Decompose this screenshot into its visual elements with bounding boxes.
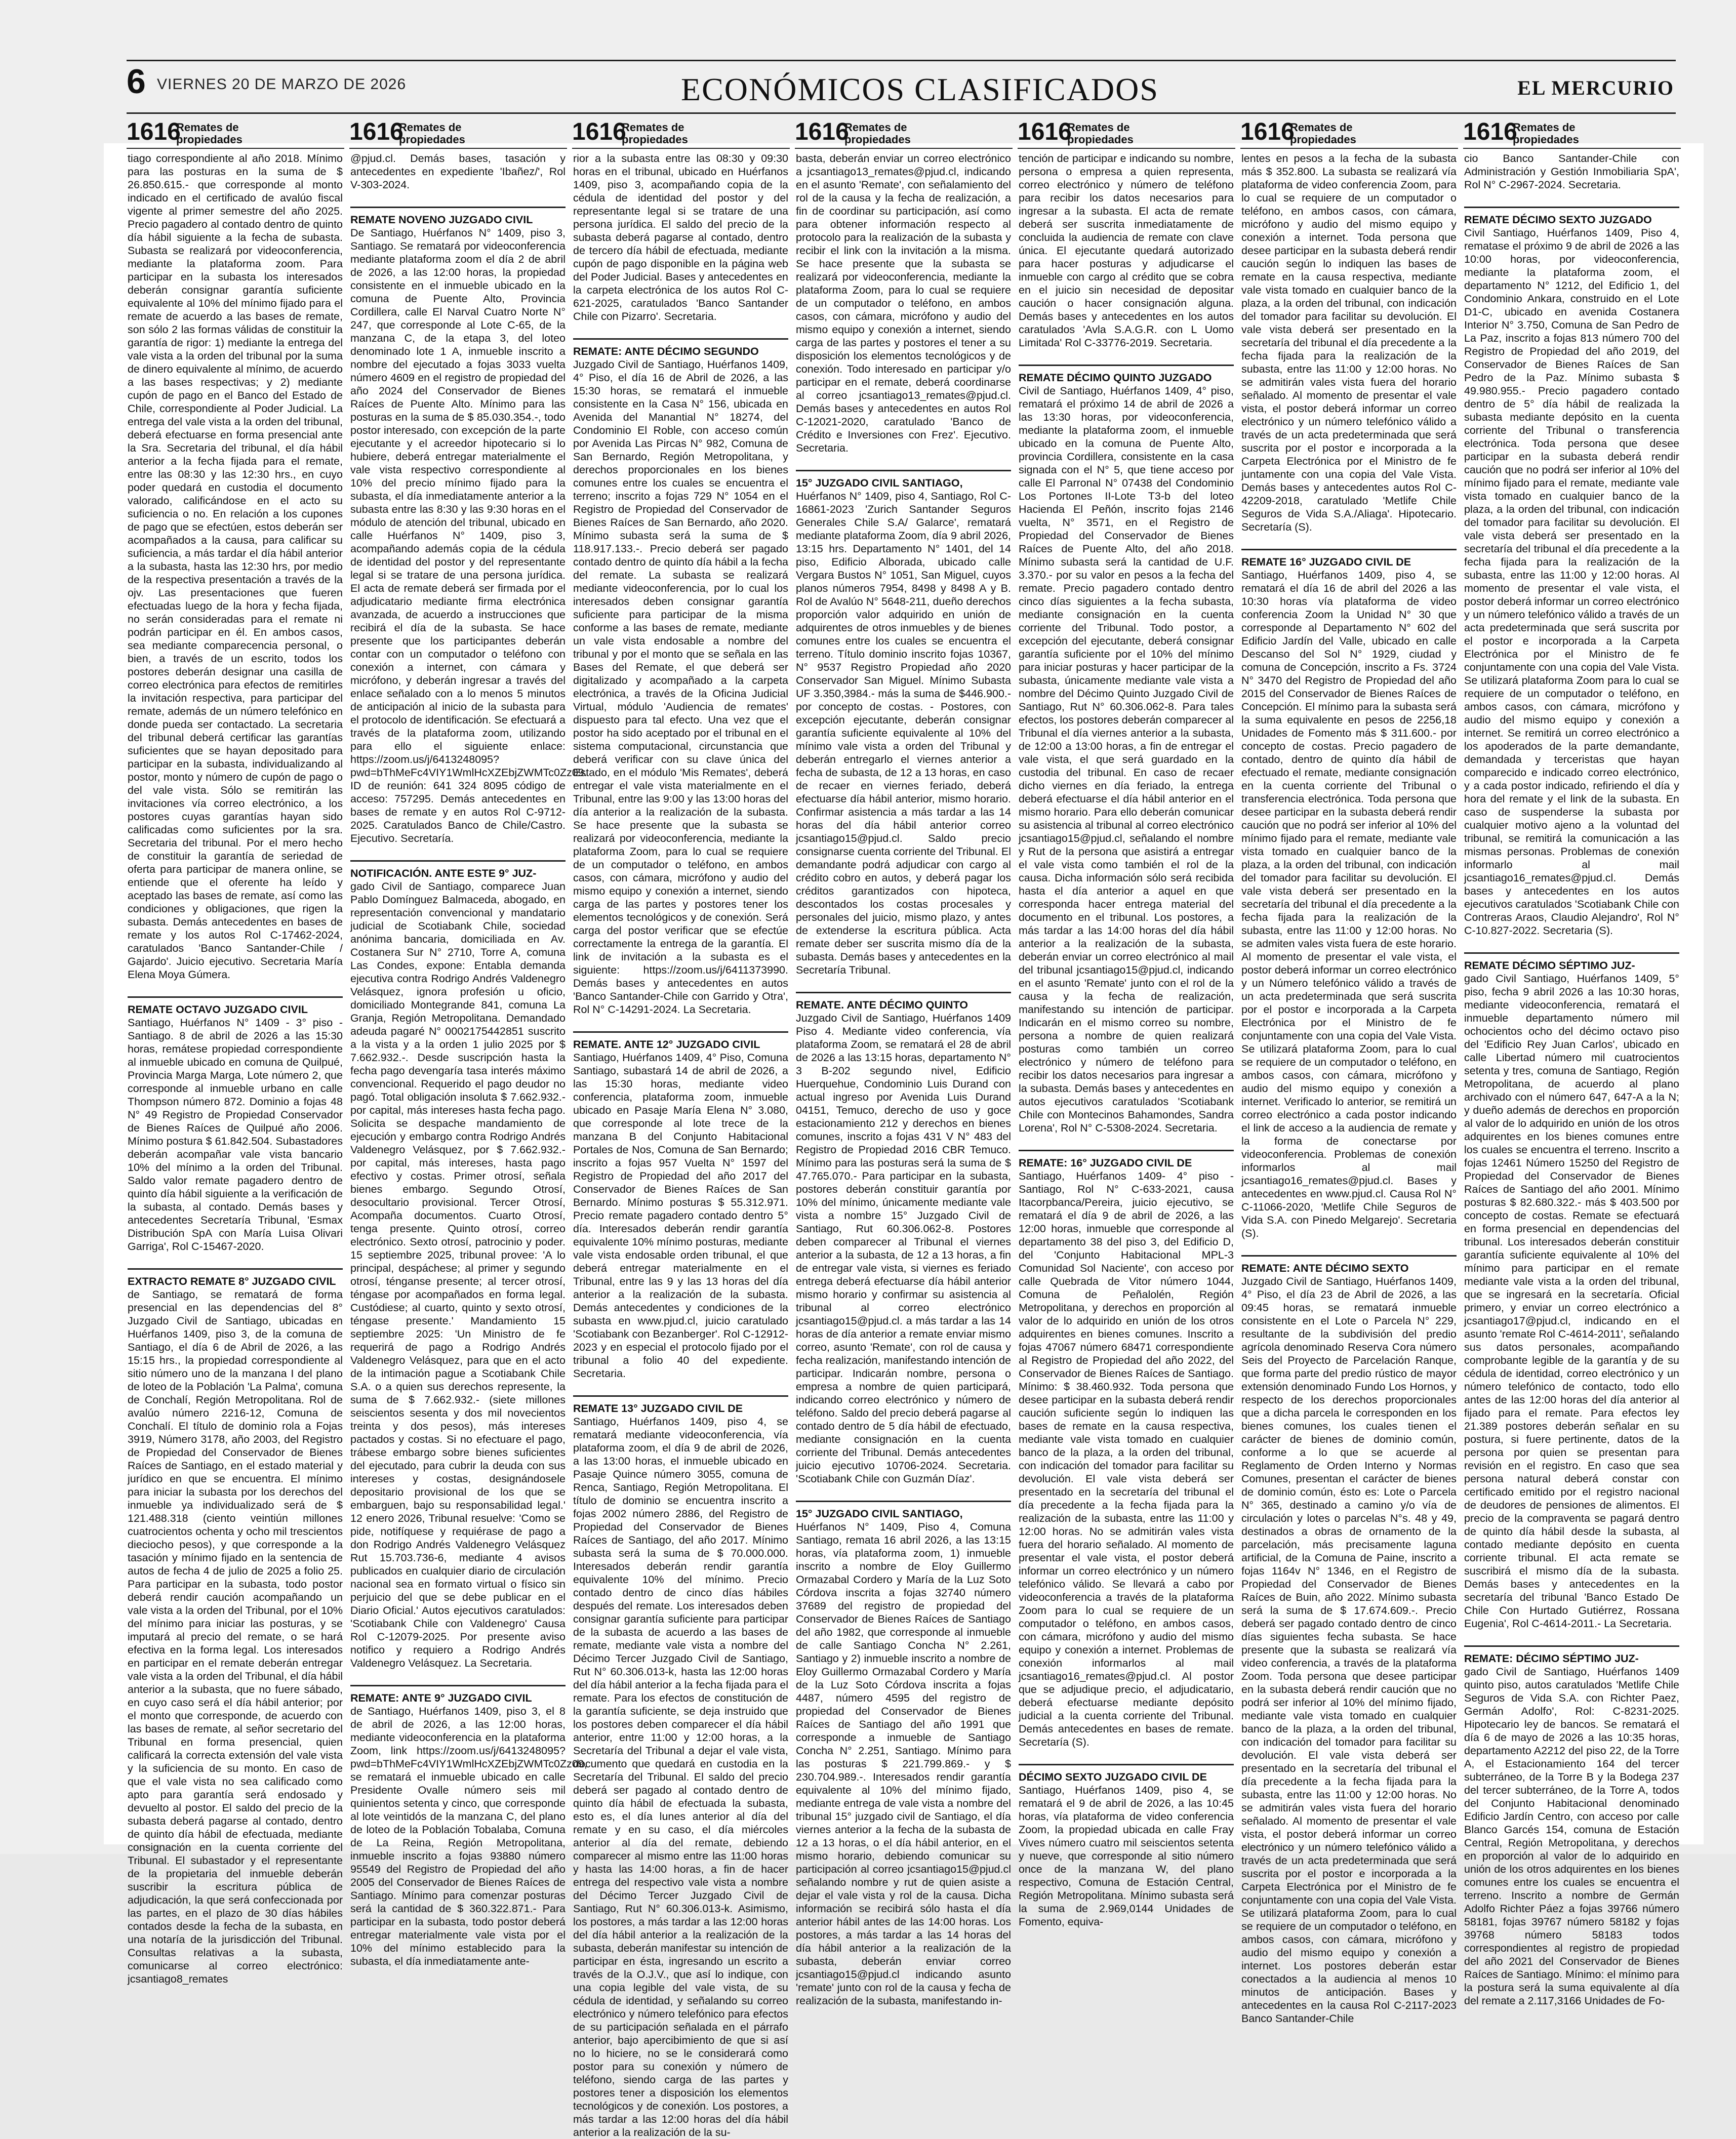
- notice-body: De Santiago, Huérfanos N° 1409, piso 3, Santiago. Se rematará por videoconferencia mediante plataforma zoom el día 2 de abril de 2026, a las 12:00 horas, la propiedad consistente en el inmueble ubicado en la comuna de Puente Alto, Provincia Cordillera, calle El Narval Cuatro Norte N° 247, que corresponde al Lote C-65, de la manzana C, de la etapa 3, del loteo denominado lote 1 A, inmueble inscrito a nombre del ejecutado a fojas 3033 vuelta número 4609 en el registro de propiedad del año 2024 del Conservador de Bienes Raíces de Puente Alto. Mínimo para las posturas en la suma de $ 85.030.354.-, todo postor interesado, con excepción de la parte ejecutante y el acreedor hipotecario si lo hubiere, deberá entregar materialmente el vale vista respectivo correspondiente al 10% del precio mínimo fijado para la subasta, el día inmediatamente anterior a la subasta entre las 8:30 y las 9:30 horas en el módulo de atención del tribunal, ubicado en calle Huérfanos N° 1409, piso 3, acompañando además copia de la cédula de identidad del postor y del representante legal si se tratare de una persona jurídica. El acta de remate deberá ser firmada por el adjudicatario mediante firma electrónica avanzada, de acuerdo a instrucciones que recibirá el día de la subasta. Se hace presente que los participantes deberán contar con un computador o teléfono con conexión a internet, con cámara y micrófono, y deberán ingresar a través del enlace señalado con a lo menos 5 minutos de anticipación al inicio de la subasta para el protocolo de identificación. Se efectuará a través de la plataforma zoom, utilizando para ello el siguiente enlace: https://zoom.us/j/6413248095?pwd=bThMeFc4VIY1WmlHcXZEbjZWMTc0Zz09. ID de reunión: 641 324 8095 código de acceso: 757295. Demás antecedentes en bases de remate y en autos Rol C-9712-2025. Caratulados Banco de Chile/Castro. Ejecutivo. Secretaría.: [350, 227, 587, 844]
- classified-notice: [1019, 1764, 1234, 1928]
- notice-body: Juzgado Civil de Santiago, Huérfanos 1409, 4° Piso, el día 16 de Abril de 2026, a las 15:30 horas, se rematará el inmueble consistente en la Casa N° 156, ubicada en Avenida del Manantial N° 18274, del Condominio El Roble, con acceso común por Avenida Las Pircas N° 982, Comuna de San Bernardo, Región Metropolitana, y derechos proporcionales en los bienes comunes entre los cuales se encuentra el terreno; inscrito a fojas 729 N° 1054 en el Registro de Propiedad del Conservador de Bienes Raíces de San Bernardo, año 2020. Mínimo subasta será la suma de $ 118.917.133.-. Precio deberá ser pagado contado dentro de quinto día hábil a la fecha del remate. La subasta se realizará mediante videoconferencia, por lo cual los interesados deben consignar garantía suficiente para participar de la misma conforme a las bases de remate, mediante un vale vista endosable a nombre del tribunal y por el monto que se señala en las Bases del Remate, el que deberá ser digitalizado y acompañado a la carpeta electrónica, a través de la Oficina Judicial Virtual, módulo 'Audiencia de remates' dispuesto para tal efecto. Una vez que el postor ha sido aceptado por el tribunal en el sistema computacional, circunstancia que deberá verificar con su clave única del Estado, en el módulo 'Mis Remates', deberá entregar el vale vista materialmente en el Tribunal, entre las 9:00 y las 13:00 horas del día anterior a la realización de la subasta. Se hace presente que la subasta se realizará por videoconferencia, mediante la plataforma Zoom, para lo cual se requiere de un computador o teléfono, en ambos casos, con cámara, micrófono y audio del mismo equipo y conexión a internet, siendo carga de las partes y postores tener los elementos tecnológicos y de conexión. Será carga del postor verificar que se efectúe correctamente la entrega de la garantía. El link de invitación a la subasta es el siguiente: https://zoom.us/j/6411373990. Demás bases y antecedentes en autos 'Banco Santander-Chile con Garrido y Otra', Rol N° C-14291-2024. La Secretaria.: [573, 358, 788, 1016]
- section-code: 1616: [1463, 118, 1517, 145]
- text-column: [350, 152, 587, 1967]
- section-label: Remates de propiedades: [399, 121, 465, 146]
- notice-body: tención de participar e indicando su nombre, persona o empresa a quien representa, correo electrónico y número de teléfono para recibir los datos necesarios para ingresar a la subasta. El acta de remate deberá ser suscrita inmediatamente de concluida la audiencia de remate con clave única. El ejecutante quedará autorizado para hacer posturas y adjudicarse el inmueble con cargo al crédito que se cobra en el juicio sin necesidad de depositar caución o hacer consignación alguna. Demás bases y antecedentes en los autos caratulados 'Avla S.A.G.R. con L Uomo Limitada' Rol C-33776-2019. Secretaria.: [1019, 152, 1234, 349]
- notice-heading: 15° JUZGADO CIVIL SANTIAGO,: [796, 1501, 1011, 1520]
- section-label: Remates de propiedades: [1290, 121, 1356, 146]
- notice-heading: REMATE 13° JUZGADO CIVIL DE: [573, 1395, 788, 1415]
- classified-notice: [1464, 207, 1679, 937]
- classified-notice: [1241, 152, 1457, 534]
- section-code: 1616: [795, 118, 849, 145]
- notice-body: cio Banco Santander-Chile con Administración y Gestión Inmobiliaria SpA', Rol N° C-2967-2024. Secretaria.: [1464, 152, 1679, 191]
- column-header: [127, 117, 344, 149]
- notice-heading: DÉCIMO SEXTO JUZGADO CIVIL DE: [1019, 1764, 1234, 1784]
- notice-body: Huérfanos N° 1409, piso 4, Santiago, Rol C-16861-2023 'Zurich Santander Seguros Generales Chile S.A/ Galarce', rematará mediante plataforma Zoom, día 9 abril 2026, 13:15 hrs. Departamento N° 1401, del 14 piso, Edificio Alborada, ubicado calle Vergara Bustos N° 1051, San Miguel, cuyos planos números 7954, 8498 y 8498 A y B. Rol de Avalúo N° 5648-211, dueño derechos proporción valor adquirido en unión de adquirentes de otros inmuebles y de bienes comunes entre los cuales se encuentra el terreno. Título dominio inscrito fojas 10367, N° 9537 Registro Propiedad año 2020 Conservador San Miguel. Mínimo Subasta UF 3.350,3984.- más la suma de $446.900.- por concepto de costas. - Postores, con excepción ejecutante, deberán consignar garantía suficiente equivalente al 10% del mínimo vale vista a orden del Tribunal y deberán entregarlo el viernes anterior a fecha de subasta, de 12 a 13 horas, en caso de recaer en viernes feriado, deberá efectuarse día hábil anterior, mismo horario. Confirmar asistencia a más tardar a las 14 horas del día hábil anterior correo jcsantiago15@pjud.cl. Saldo precio consignarse cuenta corriente del Tribunal. El demandante podrá adjudicar con cargo al crédito cobro en autos, y deberá pagar los créditos garantizados con hipoteca, descontados los costas procesales y personales del juicio, mismo plazo, y antes de extenderse la escritura pública. Acta remate deber ser suscrita mismo día de la subasta. Demás bases y antecedentes en la Secretaría Tribunal.: [796, 490, 1011, 976]
- notice-body: Santiago, Huérfanos 1409, piso 4, se rematará mediante videoconferencia, vía plataforma zoom, el día 9 de abril de 2026, a las 13:00 horas, el inmueble ubicado en Pasaje Quince número 3055, comuna de Renca, Santiago, Región Metropolitana. El título de dominio se encuentra inscrito a fojas 2002 número 2886, del Registro de Propiedad del Conservador de Bienes Raíces de Santiago, del año 2017. Mínimo subasta será la suma de $ 70.000.000. Interesados deberán rendir garantía equivalente 10% del mínimo. Precio contado dentro de cinco días hábiles después del remate. Los interesados deben consignar garantía suficiente para participar de la subasta de acuerdo a las bases de remate, mediante vale vista a nombre del Décimo Tercer Juzgado Civil de Santiago, Rut N° 60.306.013-k, hasta las 12:00 horas del día hábil anterior a la fecha fijada para el remate. Para los efectos de constitución de la garantía suficiente, se deja instruido que los postores deben comparecer el día hábil anterior, entre 11:00 y 12:00 horas, a la Secretaría del Tribunal a dejar el vale vista, documento que quedará en custodia en la Secretaría del Tribunal. El saldo del precio deberá ser pagado al contado dentro de quinto día hábil de efectuada la subasta, esto es, el día lunes anterior al día del remate y en su caso, el día miércoles anterior al día del remate, debiendo comparecer al mismo entre las 11:00 horas y hasta las 14:00 horas, a fin de hacer entrega del respectivo vale vista a nombre del Décimo Tercer Juzgado Civil de Santiago, Rut N° 60.306.013-k. Asimismo, los postores, a más tardar a las 12:00 horas del día hábil anterior a la realización de la subasta, deberán manifestar su intención de participar en ésta, ingresando un escrito a través de la O.J.V., que así lo indique, con una copia legible del vale vista, de su cédula de identidad, y señalando su correo electrónico y número telefónico para efectos de su participación señalada en el párrafo anterior, bajo apercibimiento de que si así no lo hiciere, no se le considerará como postor para su conexión y número de teléfono, siendo carga de las partes y postores tener a disposición los elementos tecnológicos y de conexión. Los postores, a más tardar a las 12:00 horas del día hábil anterior a la realización de la su-: [573, 1416, 788, 2138]
- section-code: 1616: [349, 118, 403, 145]
- classified-notice: [573, 1395, 788, 2139]
- classified-notice: [1464, 952, 1679, 1630]
- notice-heading: REMATE: 16° JUZGADO CIVIL DE: [1019, 1150, 1234, 1169]
- notice-body: de Santiago, Huérfanos 1409, piso 3, el 8 de abril de 2026, a las 12:00 horas, mediante videoconferencia en la plataforma Zoom, link https://zoom.us/j/6413248095?pwd=bThMeFc4VIY1WmlHcXZEbjZWMTc0Zz09, se rematará el inmueble ubicado en calle Presidente Ovalle número seis mil quinientos setenta y cinco, que corresponde al lote veintidós de la manzana C, del plano de loteo de la Población Tobalaba, Comuna de La Reina, Región Metropolitana, inmueble inscrito a fojas 93880 número 95549 del Registro de Propiedad del año 2005 del Conservador de Bienes Raíces de Santiago. Mínimo para comenzar posturas será la cantidad de $ 360.322.871.- Para participar en la subasta, todo postor deberá entregar materialmente vale vista por el 10% del mínimo establecido para la subasta, el día inmediatamente ante-: [350, 1705, 587, 1967]
- classified-notice: [1019, 365, 1234, 1135]
- notice-heading: EXTRACTO REMATE 8° JUZGADO CIVIL: [128, 1268, 343, 1288]
- notice-heading: REMATE. ANTE 12° JUZGADO CIVIL: [573, 1031, 788, 1051]
- section-code: 1616: [127, 118, 181, 145]
- classified-notice: [796, 992, 1011, 1485]
- notice-body: Huérfanos N° 1409, Piso 4, Comuna Santiago, remata 16 abril 2026, a las 13:15 horas, vía plataforma zoom, 1) inmueble inscrito a nombre de Eloy Guillermo Ormazabal Cordero y María de la Luz Soto Córdova inscrita a fojas 32740 número 37689 del registro de propiedad del Conservador de Bienes Raíces de Santiago del año 1982, que corresponde al inmueble de calle Santiago Concha N° 2.261, Santiago y 2) inmueble inscrito a nombre de Eloy Guillermo Ormazabal Cordero y María de la Luz Soto Córdova inscrita a fojas 4487, número 4595 del registro de propiedad del Conservador de Bienes Raíces de Santiago del año 1991 que corresponde a inmueble de Santiago Concha N° 2.251, Santiago. Mínimo para las posturas $ 221.799.869.- y $ 230.704.989.-. Interesados rendir garantía equivalente al 10% del mínimo fijado, mediante entrega de vale vista a nombre del tribunal 15° juzgado civil de Santiago, el día viernes anterior a la fecha de la subasta de 12 a 13 horas, o el día hábil anterior, en el mismo horario, debiendo comunicar su participación al correo jcsantiago15@pjud.cl señalando nombre y rut de quien asiste a dejar el vale vista y rol de la causa. Dicha información se recibirá sólo hasta el día anterior hábil antes de las 14:00 horas. Los postores, a más tardar a las 14 horas del día hábil anterior a la realización de la subasta, deberán enviar correo jcsantiago15@pjud.cl indicando asunto 'remate' junto con rol de la causa y fecha de realización de la subasta, manifestando in-: [796, 1521, 1011, 2007]
- section-code: 1616: [1240, 118, 1295, 145]
- classified-notice: [350, 152, 566, 191]
- notice-heading: REMATE 16° JUZGADO CIVIL DE: [1241, 549, 1457, 569]
- notice-heading: REMATE OCTAVO JUZGADO CIVIL: [128, 996, 343, 1016]
- notice-heading: NOTIFICACIÓN. ANTE ESTE 9° JUZ-: [350, 860, 566, 880]
- column-header: [349, 117, 567, 149]
- text-column: [1019, 152, 1234, 1928]
- section-label: Remates de propiedades: [1513, 121, 1579, 146]
- notice-heading: REMATE: ANTE DÉCIMO SEXTO: [1241, 1255, 1457, 1275]
- classified-notice: [573, 338, 788, 1016]
- text-column: [1241, 152, 1457, 2025]
- newspaper-brand: EL MERCURIO: [1517, 76, 1674, 99]
- notice-body: gado Civil de Santiago, comparece Juan Pablo Domínguez Balmaceda, abogado, en representación convencional y mandatario judicial de Scotiabank Chile, sociedad anónima bancaria, domiciliada en Av. Costanera Sur N° 2710, Torre A, comuna Las Condes, expone: Entabla demanda ejecutiva contra Rodrigo Andrés Valdenegro Velásquez, ignora profesión u oficio, domiciliado Montegrande 841, comuna La Granja, Región Metropolitana. Demandado adeuda pagaré N° 0002175442851 suscrito a la vista y a la orden 1 julio 2025 por $ 7.662.932.-. Desde suscripción hasta la fecha pago devengaría tasa interés máximo convencional. Requerido el pago deudor no pagó. Total obligación insoluta $ 7.662.932.- por capital, más intereses hasta fecha pago. Solicita se despache mandamiento de ejecución y embargo contra Rodrigo Andrés Valdenegro Velásquez, por $ 7.662.932.- por capital, más intereses, hasta pago efectivo y costas. Primer otrosí, señala bienes embargo. Segundo Otrosí, desocultario provisional. Tercer Otrosí, Acompaña documentos. Cuarto Otrosí, tenga presente. Quinto otrosí, correo electrónico. Sexto otrosí, patrocinio y poder. 15 septiembre 2025, tribunal provee: 'A lo principal, despáchese; al primer y segundo otrosí, ténganse presente; al tercer otrosí, téngase por acompañados en forma legal. Custódiese; al cuarto, quinto y sexto otrosí, téngase presente.' Mandamiento 15 septiembre 2025: 'Un Ministro de fe requerirá de pago a Rodrigo Andrés Valdenegro Velásquez, para que en el acto de la intimación pague a Scotiabank Chile S.A. o a quien sus derechos represente, la suma de $ 7.662.932.- (siete millones seiscientos sesenta y dos mil novecientos treinta y dos pesos), más intereses pactados y costas. Si no efectuare el pago, trábese embargo sobre bienes suficientes del ejecutado, para cubrir la deuda con sus intereses y costas, designándosele depositario provisional de los que se embarguen, bajo su responsabilidad legal.' 12 enero 2026, Tribunal resuelve: 'Como se pide, notifíquese y requiérase de pago a don Rodrigo Andrés Valdenegro Velásquez Rut 15.703.736-6, mediante 4 avisos publicados en cualquier diario de circulación nacional sea en formato virtual o físico sin perjuicio del que se debe publicar en el Diario Oficial.' Autos ejecutivos caratulados: 'Scotiabank Chile con Valdenegro' Causa Rol C-12079-2025. Por presente aviso notifico y requiero a Rodrigo Andrés Valdenegro Velásquez. La Secretaria.: [350, 880, 566, 1669]
- classified-notice: [1464, 1645, 1679, 2007]
- notice-body: de Santiago, se rematará de forma presencial en las dependencias del 8° Juzgado Civil de Santiago, ubicadas en Huérfanos 1409, piso 3, de la comuna de Santiago, el día 6 de Abril de 2026, a las 15:15 hrs., la propiedad correspondiente al sitio número uno de la manzana I del plano de loteo de la Población 'La Palma', comuna de Conchalí, Región Metropolitana. Rol de avalúo número 2216-12, Comuna de Conchalí. El título de dominio rola a Fojas 3919, Número 3178, año 2003, del Registro de Propiedad del Conservador de Bienes Raíces de Santiago, en el estado material y jurídico en que se encuentra. El mínimo para iniciar la subasta por los derechos del inmueble ya individualizado será de $ 121.488.318 (ciento veintiún millones cuatrocientos ochenta y ocho mil trescientos dieciocho pesos), y que corresponde a la tasación y mínimo fijado en la sentencia de autos de fecha 4 de julio de 2025 a folio 25. Para participar en la subasta, todo postor deberá rendir caución acompañando un vale vista a la orden del Tribunal, por el 10% del mínimo para iniciar las posturas, y se imputará al precio del remate, o se hará efectiva en la forma legal. Los interesados en participar en el remate deberán entregar vale vista a la orden del Tribunal, el día hábil anterior a la subasta, que no fuere sábado, en cuyo caso será el día hábil anterior; por el monto que corresponde, de acuerdo con las bases de remate, al señor secretario del Tribunal en forma presencial, quien calificará la correcta extensión del vale vista y la suficiencia de su monto. En caso de que el vale vista no sea calificado como apto para garantía será endosado y devuelto al postor. El saldo del precio de la subasta deberá pagarse al contado, dentro de quinto día hábil de efectuada, mediante consignación en la cuenta corriente del Tribunal. El subastador y el representante de la propietaria del inmueble deberán suscribir la escritura pública de adjudicación, la que será confeccionada por las partes, en el plazo de 30 días hábiles contados desde la fecha de la subasta, en una notaría de la jurisdicción del Tribunal. Consultas relativas a la subasta, comunicarse al correo electrónico: jcsantiago8_remates: [128, 1288, 343, 1985]
- classified-notice: [1464, 152, 1679, 191]
- date-line: VIERNES 20 DE MARZO DE 2026: [157, 76, 407, 93]
- notice-body: Santiago, Huérfanos N° 1409 - 3° piso - Santiago. 8 de abril de 2026 a las 15:30 horas, remátese propiedad correspondiente al inmueble ubicado en comuna de Quilpué, Provincia Marga Marga, Lote número 2, que corresponde al inmueble urbano en calle Thompson número 872. Dominio a fojas 48 N° 49 Registro de Propiedad Conservador de Bienes Raíces de Quilpué año 2006. Mínimo postura $ 61.842.504. Subastadores deberán acompañar vale vista bancario 10% del mínimo a la orden del Tribunal. Saldo valor remate pagadero dentro de quinto día hábil siguiente a la verificación de la subasta, al contado. Demás bases y antecedentes Secretaría Tribunal, 'Esmax Distribución SpA con María Luisa Olivari Garriga', Rol C-15467-2020.: [128, 1017, 343, 1253]
- notice-body: Juzgado Civil de Santiago, Huérfanos 1409 Piso 4. Mediante video conferencia, vía plataforma Zoom, se rematará el 28 de abril de 2026 a las 13:15 horas, departamento N° 3 B-202 segundo nivel, Edificio Huerquehue, Condominio Luis Durand con actual ingreso por Avenida Luis Durand 04151, Temuco, derecho de uso y goce estacionamiento 212 y derechos en bienes comunes, inscrito a fojas 431 V N° 483 del Registro de Propiedad 2016 CBR Temuco. Mínimo para las posturas será la suma de $ 47.765.070.- Para participar en la subasta, postores deberán constituir garantía por 10% del mínimo, únicamente mediante vale vista a nombre 15° Juzgado Civil de Santiago, Rut 60.306.062-8. Postores deben comparecer al Tribunal el viernes anterior a la subasta, de 12 a 13 horas, a fin de entregar vale vista, si viernes es feriado entrega deberá efectuarse día hábil anterior mismo horario y confirmar su asistencia al tribunal al correo electrónico jcsantiago15@pjud.cl. a más tardar a las 14 horas de día anterior a remate enviar mismo correo, asunto 'Remate', con rol de causa y fecha realización, manifestando intención de participar. Indicarán nombre, persona o empresa a nombre de quien participará, indicando correo electrónico y número de teléfono. Saldo del precio deberá pagarse al contado dentro de 5 día hábil de efectuado, mediante consignación en la cuenta corriente del Tribunal. Demás antecedentes juicio ejecutivo 10706-2024. Secretaria. 'Scotiabank Chile con Guzmán Díaz'.: [796, 1012, 1011, 1485]
- notice-body: gado Civil Santiago, Huérfanos 1409, 5° piso, fecha 9 abril 2026 a las 10:30 horas, mediante videoconferencia, rematará el inmueble departamento número mil ochocientos ocho del décimo octavo piso del 'Edificio Rey Juan Carlos', ubicado en calle Libertad número mil cuatrocientos setenta y tres, comuna de Santiago, Región Metropolitana, de acuerdo al plano archivado con el número 647, 647-A a la N; y dueño además de derechos en proporción al valor de lo adquirido en unión de los otros adquirentes en los bienes comunes entre los cuales se encuentra el terreno. Inscrito a fojas 12461 Número 15250 del Registro de Propiedad del Conservador de Bienes Raíces de Santiago del año 2001. Mínimo posturas $ 82.680.322.- más $ 403.500 por concepto de costas. Remate se efectuará en forma presencial en dependencias del tribunal. Los interesados deberán constituir garantía suficiente equivalente al 10% del mínimo para participar en el remate mediante vale vista a la orden del tribunal, que se ingresará en la secretaría. Oficial primero, y enviar un correo electrónico a jcsantiago17@pjud.cl, indicando en el asunto 'remate Rol C-4614-2011', señalando sus datos personales, acompañando comprobante legible de la garantía y de su cédula de identidad, correo electrónico y un número telefónico de contacto, todo ello antes de las 12:00 horas del día anterior al fijado para el remate. Para efectos ley 21.389 postores deberán señalar en su postura, si fuere pertinente, datos de la persona por quien se presentan para revisión en el registro. En caso que sea persona natural deberá constar con certificado emitido por el registro nacional de deudores de pensiones de alimentos. El precio de la compraventa se pagará dentro de quinto día hábil desde la subasta, al contado mediante depósito en cuenta corriente tribunal. El acta remate se suscribirá el mismo día de la subasta. Demás bases y antecedentes en la secretaría del tribunal 'Banco Estado De Chile Con Hurtado Gutiérrez, Rossana Eugenia', Rol C-4614-2011.- La Secretaria.: [1464, 973, 1679, 1630]
- notice-heading: REMATE: DÉCIMO SÉPTIMO JUZ-: [1464, 1645, 1679, 1665]
- notice-heading: 15° JUZGADO CIVIL SANTIAGO,: [796, 470, 1011, 490]
- classified-notice: [1019, 1150, 1234, 1749]
- section-label: Remates de propiedades: [622, 121, 688, 146]
- top-rule: [127, 60, 1676, 61]
- classified-notice: [128, 1268, 343, 1986]
- header-rule: [127, 112, 1676, 114]
- page-number: 6: [127, 62, 146, 101]
- notice-body: rior a la subasta entre las 08:30 y 09:30 horas en el tribunal, ubicado en Huérfanos 1409, piso 3, acompañando copia de la cédula de identidad del postor y del representante legal si se tratare de una persona jurídica. El saldo del precio de la subasta deberá pagarse al contado, dentro de tercero día hábil de efectuada, mediante cupón de pago disponible en la página web del Poder Judicial. Bases y antecedentes en la carpeta electrónica de los autos Rol C-621-2025, caratulados 'Banco Santander Chile con Pizarro'. Secretaria.: [573, 152, 788, 322]
- classified-notice: [796, 152, 1011, 455]
- notice-body: @pjud.cl. Demás bases, tasación y antecedentes en expediente 'Ibañez/', Rol V-303-2024.: [350, 152, 566, 191]
- notice-body: Civil Santiago, Huérfanos 1409, Piso 4, rematase el próximo 9 de abril de 2026 a las 10:00 horas, por videoconferencia, mediante la plataforma zoom, el departamento N° 1212, del Edificio 1, del Condominio Ankara, construido en el Lote D1-C, ubicado en avenida Costanera Interior N° 3.750, Comuna de San Pedro de La Paz, inscrito a fojas 813 número 700 del Registro de Propiedad del año 2019, del Conservador de Bienes Raíces de San Pedro de la Paz. Mínimo subasta $ 49.980.955.- Precio pagadero contado dentro de 5° día hábil de realizada la subasta mediante depósito en la cuenta corriente del Tribunal o transferencia electrónica. Toda persona que desee participar en la subasta deberá rendir caución que no podrá ser inferior al 10% del mínimo fijado para el remate, mediante vale vista tomado en cualquier banco de la plaza, a la orden del tribunal, con indicación del tomador para facilitar su devolución. El vale vista deberá ser presentado en la secretaría del tribunal el día precedente a la fecha fijada para la realización de la subasta, entre las 11:00 y 12:00 horas. Al momento de presentar el vale vista, el postor deberá informar un correo electrónico y un número telefónico válido a través de un acta predeterminada que será suscrita por el postor e incorporada a la Carpeta Electrónica por el Ministro de fe conjuntamente con una copia del Vale Vista. Se utilizará plataforma Zoom para lo cual se requiere de un computador o teléfono, en ambos casos, con cámara, micrófono y audio del mismo equipo y conexión a internet. Se remitirá un correo electrónico a los apoderados de la parte demandante, demandada y terceristas que hayan comparecido e indicado correo electrónico, y a cada postor indicado, refiriendo el día y hora del remate y el link de la subasta. En caso de suspenderse la subasta por cualquier motivo ajeno a la voluntad del tribunal, se remitirá la comunicación a las mismas personas. Problemas de conexión informarlo al mail jcsantiago16_remates@pjud.cl. Demás bases y antecedentes en los autos ejecutivos caratulados 'Scotiabank Chile con Contreras Araos, Claudio Alejandro', Rol N° C-10.827-2022. Secretaria (S).: [1464, 227, 1679, 937]
- text-column: [796, 152, 1011, 2007]
- notice-body: Juzgado Civil de Santiago, Huérfanos 1409, 4° Piso, el día 23 de Abril de 2026, a las 09:45 horas, se rematará inmueble consistente en el Lote o Parcela N° 229, resultante de la subdivisión del predio agrícola denominado Reserva Cora número Seis del Proyecto de Parcelación Ranque, que forma parte del predio rústico de mayor extensión denominado Fundo Los Hornos, y respecto de los derechos proporcionales que a dicha parcela le corresponden en los bienes comunes, los cuales tienen el carácter de bienes de dominio común, conforme a lo que se acuerde al Reglamento de Orden Interno y Normas Comunes, presentan el carácter de bienes de dominio común, ésto es: Lote o Parcela N° 365, destinado a camino y/o vía de circulación y lotes o parcelas N°s. 48 y 49, destinados a obras de ornamento de la parcelación, más precisamente laguna artificial, de la Comuna de Paine, inscrito a fojas 1164v N° 1346, en el Registro de Propiedad del Conservador de Bienes Raíces de Buin, año 2022. Mínimo subasta será la suma de $ 17.674.609.-. Precio deberá ser pagado contado dentro de cinco días siguientes fecha subasta. Se hace presente que la subasta se realizará vía video conferencia, a través de la plataforma Zoom. Toda persona que desee participar en la subasta deberá rendir caución que no podrá ser inferior al 10% del mínimo fijado, mediante vale vista tomado en cualquier banco de la plaza, a la orden del tribunal, con indicación del tomador para facilitar su devolución. El vale vista deberá ser presentado en la secretaría del tribunal el día precedente a la fecha fijada para la subasta, entre las 11:00 y 12:00 horas. No se admitirán vales vista fuera del horario señalado. Al momento de presentar el vale vista, el postor deberá informar un correo electrónico y un número telefónico válido a través de un acta predeterminada que será suscrita por el postor e incorporada a la Carpeta Electrónica por el Ministro de fe conjuntamente con una copia del Vale Vista. Se utilizará plataforma Zoom, para lo cual se requiere de un computador o teléfono, en ambos casos, con cámara, micrófono y audio del mismo equipo y conexión a internet. Los postores deberán estar conectados a la audiencia al menos 10 minutos de anticipación. Bases y antecedentes en la causa Rol C-2117-2023 Banco Santander-Chile: [1241, 1275, 1457, 2025]
- column-header: [572, 117, 790, 149]
- notice-body: Civil de Santiago, Huérfanos 1409, 4° piso, rematará el próximo 14 de abril de 2026 a las 13:30 horas, por videoconferencia, mediante la plataforma zoom, el inmueble ubicado en la comuna de Puente Alto, provincia Cordillera, consistente en la casa signada con el N° 5, que tiene acceso por calle El Parronal N° 07438 del Condominio Los Portones II-Lote T3-b del loteo Hacienda El Peñón, inscrito fojas 2146 vuelta, N° 3571, en el Registro de Propiedad del Conservador de Bienes Raíces de Puente Alto, del año 2018. Mínimo subasta será la cantidad de U.F. 3.370.- por su valor en pesos a la fecha del remate. Precio pagadero contado dentro cinco días siguientes a la fecha subasta, mediante consignación en la cuenta corriente del Tribunal. Todo postor, a excepción del ejecutante, deberá consignar garantía suficiente por el 10% del mínimo para iniciar posturas y hacer participar de la subasta, únicamente mediante vale vista a nombre del Décimo Quinto Juzgado Civil de Santiago, Rut N° 60.306.062-8. Para tales efectos, los postores deberán comparecer al Tribunal el día viernes anterior a la subasta, de 12:00 a 13:00 horas, a fin de entregar el vale vista, el que será guardado en la custodia del tribunal. En caso de recaer dicho viernes en día feriado, la entrega deberá efectuarse el día hábil anterior en el mismo horario. Para ello deberán comunicar su asistencia al tribunal al correo electrónico jcsantiago15@pjud.cl, señalando el nombre y Rut de la persona que asistirá a entregar el vale vista como también el rol de la causa. Dicha información sólo será recibida hasta el día anterior a aquel en que corresponda hacer entrega material del documento en el tribunal. Los postores, a más tardar a las 14:00 horas del día hábil anterior a la realización de la subasta, deberán enviar un correo electrónico al mail del tribunal jcsantiago15@pjud.cl, indicando en el asunto 'Remate' junto con el rol de la causa y la fecha de realización, manifestando su intención de participar. Indicarán en el mismo correo su nombre, persona a nombre de quien realizará posturas como también un correo electrónico y número de teléfono para recibir los datos necesarios para ingresar a la subasta. Demás bases y antecedentes en autos ejecutivos caratulados 'Scotiabank Chile con Montecinos Bahamondes, Sandra Lorena', Rol N° C-5308-2024. Secretaria.: [1019, 385, 1234, 1134]
- classified-notice: [1019, 152, 1234, 349]
- section-label: Remates de propiedades: [844, 121, 911, 146]
- notice-body: Santiago, Huérfanos 1409- 4° piso - Santiago, Rol N° C-633-2021, causa Itacorpbanca/Pereira, juicio ejecutivo, se rematará el día 9 de abril de 2026, a las 12:00 horas, inmueble que corresponde al departamento 38 del piso 3, del Edificio D, del 'Conjunto Habitacional MPL-3 Comunidad Sol Naciente', con acceso por calle Quebrada de Vitor número 1044, Comuna de Peñalolén, Región Metropolitana, y derechos en proporción al valor de lo adquirido en unión de los otros adquirentes en bienes comunes. Inscrito a fojas 47067 número 68471 correspondiente al Registro de Propiedad del año 2022, del Conservador de Bienes Raíces de Santiago. Mínimo: $ 38.460.932. Toda persona que desee participar en la subasta deberá rendir caución suficiente según lo indiquen las bases de remate en la causa respectiva, mediante vale vista tomado en cualquier banco de la plaza, a la orden del tribunal, con indicación del tomador para facilitar su devolución. El vale vista deberá ser presentado en la secretaría del tribunal el día precedente a la fecha fijada para la realización de la subasta, entre las 11:00 y 12:00 horas. No se admitirán vales vista fuera del horario señalado. Al momento de presentar el vale vista, el postor deberá informar un correo electrónico y un número telefónico válido. Se llevará a cabo por videoconferencia a través de la plataforma Zoom para lo cual se requiere de un computador o teléfono, en ambos casos, con cámara, micrófono y audio del mismo equipo y conexión a internet. Problemas de conexión informarlos al mail jcsantiago16_remates@pjud.cl. Al postor que se adjudique precio, el adjudicatario, deberá efectuarse mediante depósito judicial a la cuenta corriente del Tribunal. Demás antecedentes en bases de remate. Secretaría (S).: [1019, 1170, 1234, 1748]
- classified-notice: [350, 860, 566, 1670]
- classified-notice: [796, 1501, 1011, 2007]
- notice-body: gado Civil de Santiago, Huérfanos 1409 quinto piso, autos caratulados 'Metlife Chile Seguros de Vida S.A. con Richter Paez, Germán Adolfo', Rol: C-8231-2025. Hipotecario ley de bancos. Se rematará el día 6 de mayo de 2026 a las 10:35 horas, departamento A2212 del piso 22, de la Torre A, el Estacionamiento 164 del tercer subterráneo, de la Torre B y la Bodega 237 del tercer subterráneo, de la Torre A, todos del Conjunto Habitacional denominado Edificio Jardín Centro, con acceso por calle Blanco Garcés 154, comuna de Estación Central, Región Metropolitana, y derechos en proporción al valor de lo adquirido en unión de los otros adquirentes en los bienes comunes entre los cuales se encuentra el terreno. Inscrito a nombre de Germán Adolfo Richter Páez a fojas 39766 número 58181, fojas 39767 número 58182 y fojas 39768 número 58183 todos correspondientes al registro de propiedad del año 2021 del Conservador de Bienes Raíces de Santiago. Mínimo: el mínimo para la postura será la suma equivalente al día del remate a 2.117,3166 Unidades de Fo-: [1464, 1666, 1679, 2007]
- notice-heading: REMATE NOVENO JUZGADO CIVIL: [350, 207, 566, 226]
- notice-heading: REMATE: ANTE DÉCIMO SEGUNDO: [573, 338, 788, 358]
- section-label: Remates de propiedades: [1067, 121, 1134, 146]
- classified-notice: [128, 152, 343, 981]
- notice-body: tiago correspondiente al año 2018. Mínimo para las posturas en la suma de $ 26.850.615.- que corresponde al monto indicado en el certificado de avalúo fiscal vigente al primer semestre del año 2025. Precio pagadero al contado dentro de quinto día hábil siguiente a la fecha de subasta. Subasta se realizará por videoconferencia, mediante la plataforma zoom. Para participar en la subasta los interesados deberán consignar garantía suficiente equivalente al 10% del mínimo fijado para el remate de acuerdo a las bases de remate, son sólo 2 las formas válidas de constituir la garantía de rigor: 1) mediante la entrega del vale vista a la orden del tribunal por la suma de dinero equivalente al mínimo, de acuerdo a las bases respectivas; y 2) mediante cupón de pago en el Banco del Estado de Chile, correspondiente al Poder Judicial. La entrega del vale vista a la orden del tribunal, deberá efectuarse en forma presencial ante la Sra. Secretaria del tribunal, el día hábil anterior a la fecha fijada para el remate, entre las 08:30 y las 12:30 hrs., en cuyo poder quedará en custodia el documento valorado, calificándose en el acto su suficiencia o no. En relación a los cupones de pago que se efectúen, estos deberán ser acompañados a la causa, para calificar su suficiencia, a más tardar el día hábil anterior a la subasta, hasta las 12:30 hrs, por medio de la respectiva presentación a través de la ojv. Las presentaciones que fueren efectuadas luego de la hora y fecha fijada, no serán consideradas para el remate ni podrán participar en él. En ambos casos, sea mediante comparecencia personal, o bien, a través de un escrito, todos los postores deberán designar una casilla de correo electrónica para efectos de remitirles la invitación respectiva, para participar del remate, además de un número telefónico en donde pueda ser contactado. La secretaria del tribunal deberá certificar las garantías suficientes que se hayan depositado para participar en la subasta, individualizando al postor, monto y número de cupón de pago o del vale vista. Sólo se remitirán las invitaciones vía correo electrónico, a los postores cuyas garantías hayan sido calificadas como suficientes por la sra. Secretaria del tribunal. Por el mero hecho de constituir la garantía de seriedad de oferta para participar de manera online, se entiende que el oferente ha leído y aceptado las bases de remate, así como las condiciones y obligaciones, que rigen la subasta. Demás antecedentes en bases de remate y los autos Rol C-17462-2024, caratulados 'Banco Santander-Chile / Gajardo'. Juicio ejecutivo. Secretaria María Elena Moya Gúmera.: [128, 152, 343, 981]
- classified-notice: [350, 1685, 587, 1968]
- classified-notice: [1241, 1255, 1457, 2025]
- text-column: [1464, 152, 1679, 2007]
- text-column: [573, 152, 788, 2138]
- classified-notice: [128, 996, 343, 1253]
- notice-body: Santiago, Huérfanos 1409, piso 4, se rematará el 9 de abril de 2026, a las 10:45 horas, vía plataforma de video conferencia Zoom, la propiedad ubicada en calle Fray Vives número cuatro mil seiscientos setenta y nueve, que corresponde al sitio número once de la manzana W, del plano respectivo, Comuna de Estación Central, Región Metropolitana. Mínimo subasta será la suma de 2.969,0144 Unidades de Fomento, equiva-: [1019, 1784, 1234, 1928]
- classified-notice: [350, 207, 587, 845]
- classified-notice: [573, 152, 788, 323]
- section-label: Remates de propiedades: [176, 121, 243, 146]
- section-title: ECONÓMICOS CLASIFICADOS: [681, 71, 1159, 107]
- notice-body: Santiago, Huérfanos 1409, 4° Piso, Comuna Santiago, subastará 14 de abril de 2026, a las 15:30 horas, mediante video conferencia, plataforma zoom, inmueble ubicado en Pasaje María Elena N° 3.080, que corresponde al lote trece de la manzana B del Conjunto Habitacional Portales de Nos, Comuna de San Bernardo; inscrito a fojas 957 Vuelta N° 1597 del Registro de Propiedad del año 2017 del Conservador de Bienes Raíces de San Bernardo. Mínimo posturas $ 55.312.971. Precio remate pagadero contado dentro 5° día. Interesados deberán rendir garantía equivalente 10% mínimo posturas, mediante vale vista endosable orden tribunal, el que deberá entregar materialmente en el Tribunal, entre las 9 y las 13 horas del día anterior a la realización de la subasta. Demás antecedentes y condiciones de la subasta en www.pjud.cl, juicio caratulado 'Scotiabank con Bezanberger'. Rol C-12912-2023 y en especial el protocolo fijado por el tribunal a folio 40 del expediente. Secretaria.: [573, 1052, 788, 1380]
- notice-heading: REMATE DÉCIMO SÉPTIMO JUZ-: [1464, 952, 1679, 972]
- classified-notice: [573, 1031, 788, 1380]
- column-header: [1018, 117, 1235, 149]
- notice-heading: REMATE DÉCIMO QUINTO JUZGADO: [1019, 365, 1234, 384]
- notice-body: basta, deberán enviar un correo electrónico a jcsantiago13_remates@pjud.cl, indicando en el asunto 'Remate', con señalamiento del rol de la causa y la fecha de realización, a fin de coordinar su participación, así como para obtener información respecto al protocolo para la realización de la subasta y recibir el link con la invitación a la misma. Se hace presente que la subasta se realizará por videoconferencia, mediante la plataforma Zoom, para lo cual se requiere de un computador o teléfono, en ambos casos, con cámara, micrófono y audio del mismo equipo y conexión a internet, siendo carga de las partes y postores el tener a su disposición los elementos tecnológicos y de conexión. Todo interesado en participar y/o participar en el remate, deberá coordinarse al correo jcsantiago13_remates@pjud.cl. Demás bases y antecedentes en autos Rol C-12021-2020, caratulado 'Banco de Crédito e Inversiones con Frez'. Ejecutivo. Secretaria.: [796, 152, 1011, 454]
- notice-heading: REMATE: ANTE 9° JUZGADO CIVIL: [350, 1685, 566, 1705]
- notice-heading: REMATE. ANTE DÉCIMO QUINTO: [796, 992, 1011, 1012]
- notice-body: lentes en pesos a la fecha de la subasta más $ 352.800. La subasta se realizará vía plataforma de video conferencia Zoom, para lo cual se requiere de un computador o teléfono, en ambos casos, con cámara, micrófono y audio del mismo equipo y conexión a internet. Toda persona que desee participar en la subasta deberá rendir caución según lo indiquen las bases de remate en la causa respectiva, mediante vale vista tomado en cualquier banco de la plaza, a la orden del tribunal, con indicación del tomador para facilitar su devolución. El vale vista deberá ser presentado en la secretaría del tribunal el día precedente a la fecha fijada para la realización de la subasta, entre las 11:00 y 12:00 horas. No se admitirán vales vista fuera del horario señalado. Al momento de presentar el vale vista, el postor deberá informar un correo electrónico y un número telefónico válido a través de un acta predeterminada que será suscrita por el postor e incorporada a la Carpeta Electrónica por el Ministro de fe juntamente con una copia del Vale Vista. Demás bases y antecedentes autos Rol C-42209-2018, caratulado 'Metlife Chile Seguros de Vida S.A./Aliaga'. Hipotecario. Secretaría (S).: [1241, 152, 1457, 533]
- text-column: [128, 152, 343, 1985]
- section-code: 1616: [572, 118, 626, 145]
- notice-heading: REMATE DÉCIMO SEXTO JUZGADO: [1464, 207, 1679, 226]
- column-header: [1240, 117, 1458, 149]
- classified-notice: [796, 470, 1011, 977]
- column-header: [795, 117, 1013, 149]
- classified-notice: [1241, 549, 1457, 1240]
- notice-body: Santiago, Huérfanos 1409, piso 4, se rematará el día 16 de abril del 2026 a las 10:30 horas vía plataforma de video conferencia Zoom la Unidad N° 30 que corresponde al Departamento N° 602 del Edificio Jardín del Valle, ubicado en calle Descanso del Sol N° 1929, ciudad y comuna de Concepción, inscrito a Fs. 3724 N° 3470 del Registro de Propiedad del año 2015 del Conservador de Bienes Raíces de Concepción. El mínimo para la subasta será la suma equivalente en pesos de 2256,18 Unidades de Fomento más $ 311.600.- por concepto de costas. Precio pagadero de contado, dentro de quinto día hábil de efectuado el remate, mediante consignación en la cuenta corriente del Tribunal o transferencia electrónica. Toda persona que desee participar en la subasta deberá rendir caución que no podrá ser inferior al 10% del mínimo fijado para el remate, mediante vale vista tomado en cualquier banco de la plaza, a la orden del tribunal, con indicación del tomador para facilitar su devolución. El vale vista deberá ser presentado en la secretaría del tribunal el día precedente a la fecha fijada para la realización de la subasta, entre las 11:00 y 12:00 horas. No se admiten vales vista fuera de este horario. Al momento de presentar el vale vista, el postor deberá informar un correo electrónico y un Número telefónico válido a través de un acta predeterminada que será suscrita por el postor e incorporada a la Carpeta Electrónica por el Ministro de fe conjuntamente con una copia del Vale Vista. Se utilizará plataforma Zoom, para lo cual se requiere de un computador o teléfono, en ambos casos, con cámara, micrófono y audio del mismo equipo y conexión a internet. Verificado lo anterior, se remitirá un correo electrónico a cada postor indicando el link de acceso a la audiencia de remate y la forma de conectarse por videoconferencia. Problemas de conexión informarlos al mail jcsantiago16_remates@pjud.cl. Bases y antecedentes en www.pjud.cl. Causa Rol N° C-11066-2020, 'Metlife Chile Seguros de Vida S.A. con Pinedo Melgarejo'. Secretaria (S).: [1241, 569, 1457, 1239]
- column-header: [1463, 117, 1681, 149]
- section-code: 1616: [1018, 118, 1072, 145]
